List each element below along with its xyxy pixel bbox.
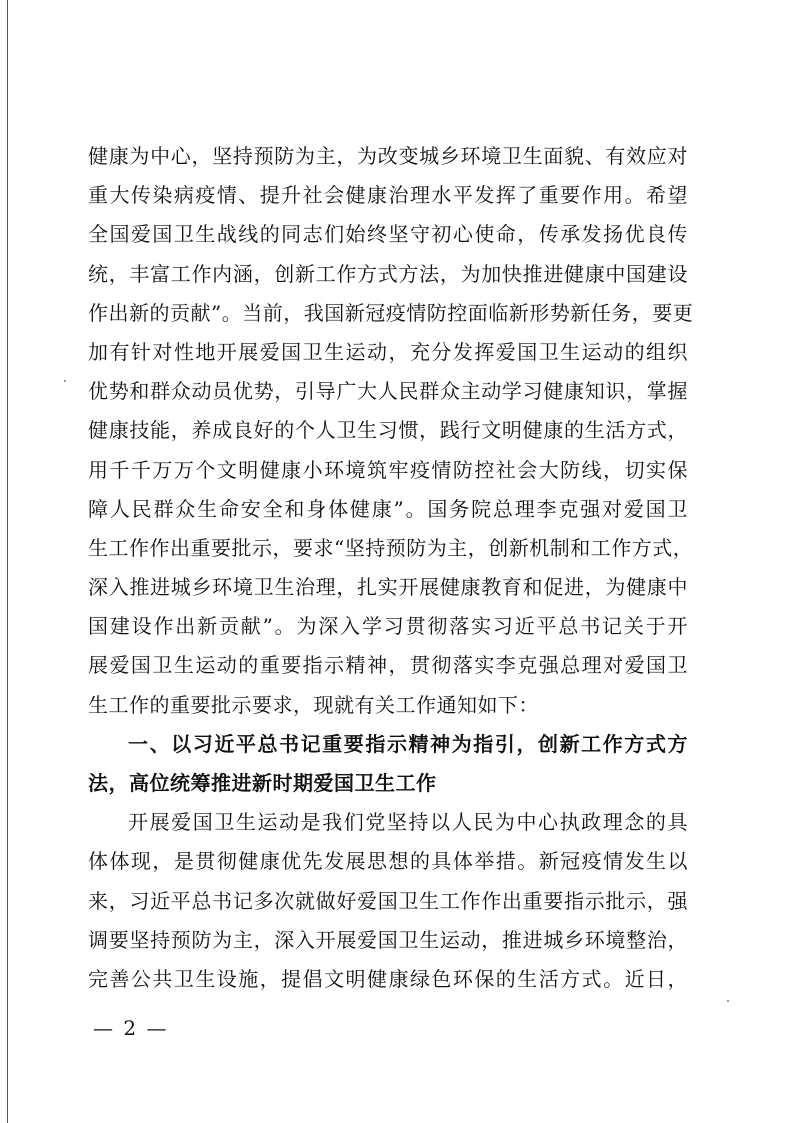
scan-speck [64,380,66,382]
body-line: 健康为中心，坚持预防为主，为改变城乡环境卫生面貌、有效应对 [88,144,688,168]
body-line: 体体现，是贯彻健康优先发展思想的具体举措。新冠疫情发生以 [88,849,688,874]
body-line: 深入推进城乡环境卫生治理，扎实开展健康教育和促进，为健康中 [88,575,688,600]
body-line: 生工作作出重要批示，要求“坚持预防为主，创新机制和工作方式， [88,535,694,560]
scan-speck [727,1000,729,1002]
body-line: 来，习近平总书记多次就做好爱国卫生工作作出重要指示批示，强 [88,888,688,913]
body-line: 优势和群众动员优势，引导广大人民群众主动学习健康知识，掌握 [88,379,688,404]
body-line: 障人民群众生命安全和身体健康”。国务院总理李克强对爱国卫 [88,496,688,521]
body-line: 完善公共卫生设施，提倡文明健康绿色环保的生活方式。近日， [88,966,688,991]
section-heading-line: 一、以习近平总书记重要指示精神为指引，创新工作方式方 [128,731,688,756]
body-line: 国建设作出新贡献”。为深入学习贯彻落实习近平总书记关于开 [88,614,688,639]
page-left-edge-rule [7,0,8,1123]
page-number: — 2 — [93,1016,169,1040]
body-line: 重大传染病疫情、提升社会健康治理水平发挥了重要作用。希望 [88,183,688,208]
body-line: 统，丰富工作内涵，创新工作方式方法，为加快推进健康中国建设 [88,261,688,286]
body-line: 生工作的重要批示要求，现就有关工作通知如下： [88,692,539,717]
body-line: 用千千万万个文明健康小环境筑牢疫情防控社会大防线，切实保 [88,457,688,482]
section-heading-line: 法，高位统筹推进新时期爱国卫生工作 [88,771,437,795]
body-line: 加有针对性地开展爱国卫生运动，充分发挥爱国卫生运动的组织 [88,339,688,364]
body-line: 作出新的贡献”。当前，我国新冠疫情防控面临新形势新任务，要更 [88,300,694,325]
body-line: 健康技能，养成良好的个人卫生习惯，践行文明健康的生活方式， [88,418,688,443]
body-line: 展爱国卫生运动的重要指示精神，贯彻落实李克强总理对爱国卫 [88,653,688,678]
body-line: 开展爱国卫生运动是我们党坚持以人民为中心执政理念的具 [128,810,688,835]
body-line: 调要坚持预防为主，深入开展爱国卫生运动，推进城乡环境整治， [88,927,688,952]
document-body [88,137,694,999]
body-line: 全国爱国卫生战线的同志们始终坚守初心使命，传承发扬优良传 [88,222,688,247]
